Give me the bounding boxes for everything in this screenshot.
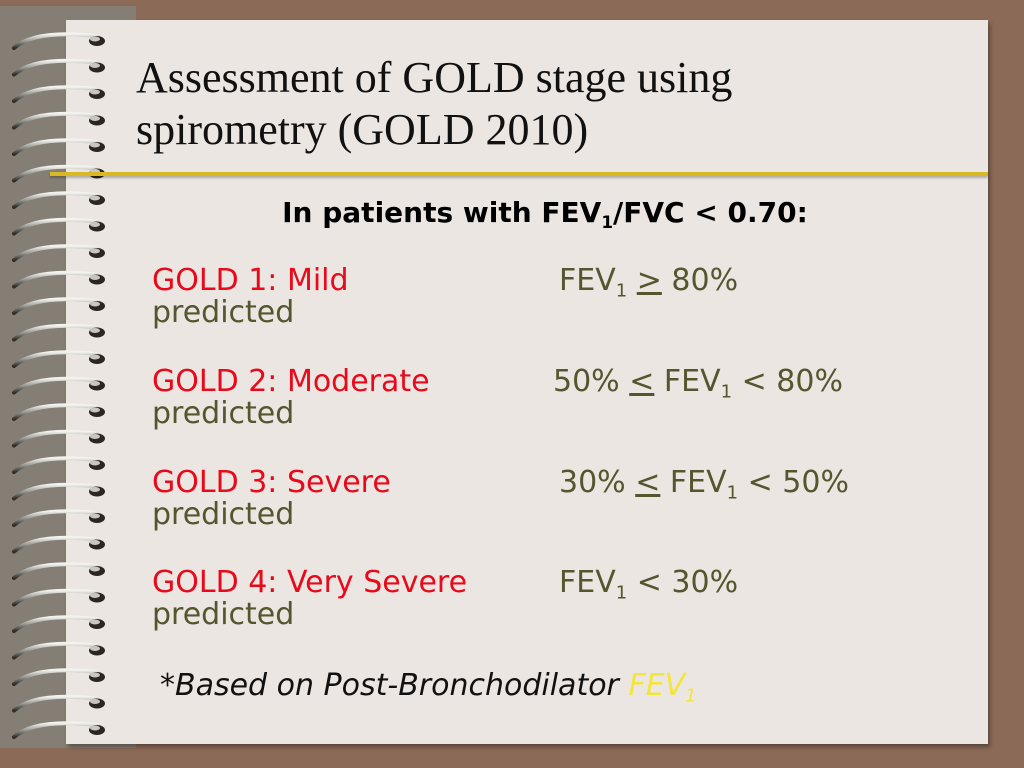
title-line-2: spirometry (GOLD 2010) [136,105,589,154]
footnote-highlight-text: FEV [628,668,686,703]
criterion-subscript: 1 [601,211,614,232]
stage-label: GOLD 4: Very Severe [152,565,468,600]
predicted-label: predicted [152,497,295,532]
spiral-ring-26 [14,697,105,711]
title-underline [50,172,988,176]
spiral-ring-25 [14,670,105,684]
stage-range [559,565,739,604]
spiral-ring-20 [14,538,105,552]
footnote-subscript: 1 [685,685,697,707]
spiral-ring-4 [14,114,105,128]
spiral-ring-17 [14,458,105,472]
spiral-ring-13 [14,352,105,366]
footnote-text: *Based on Post-Bronchodilator [160,668,629,703]
range-part: FEV [559,565,616,600]
spiral-ring-16 [14,432,105,446]
range-subscript: 1 [615,582,628,604]
spiral-ring-21 [14,564,105,578]
spiral-ring-18 [14,485,105,499]
range-part: 50% [553,364,630,399]
stage-label: GOLD 1: Mild [152,263,349,298]
predicted-label: predicted [152,597,295,632]
spiral-ring-3 [14,87,105,101]
spiral-ring-2 [14,61,105,75]
spiral-ring-5 [14,140,105,154]
range-subscript: 1 [726,482,739,504]
spiral-ring-19 [14,511,105,525]
criterion-heading [0,196,1024,232]
stage-range [553,364,843,403]
stage-range [559,465,849,504]
spiral-ring-23 [14,617,105,631]
spiral-ring-11 [14,299,105,313]
footnote [160,668,697,707]
range-operator: > [636,263,662,298]
range-part: FEV [559,263,616,298]
range-part: < 50% [738,465,849,500]
range-part: FEV [654,364,721,399]
title-line-1: Assessment of GOLD stage using [136,53,733,102]
range-operator: < [635,465,661,500]
footnote-highlight [628,668,697,707]
stage-label: GOLD 3: Severe [152,465,391,500]
spiral-ring-9 [14,246,105,260]
spiral-ring-27 [14,723,105,737]
spiral-ring-10 [14,273,105,287]
spiral-ring-12 [14,326,105,340]
spiral-ring-1 [14,34,105,48]
criterion-prefix: In patients with FEV [282,196,602,229]
predicted-label: predicted [152,396,295,431]
spiral-ring-15 [14,405,105,419]
range-part: FEV [660,465,727,500]
range-operator: < [629,364,655,399]
criterion-suffix: /FVC < 0.70: [613,196,808,229]
spiral-ring-14 [14,379,105,393]
spiral-binding [0,0,120,768]
spiral-ring-22 [14,591,105,605]
range-subscript: 1 [615,280,628,302]
slide-title [136,52,936,156]
range-part: < 30% [627,565,739,600]
spiral-ring-24 [14,644,105,658]
stage-range [559,263,739,302]
predicted-label: predicted [152,295,295,330]
range-part: < 80% [732,364,843,399]
range-part: 80% [661,263,739,298]
stage-label: GOLD 2: Moderate [152,364,430,399]
range-subscript: 1 [720,381,733,403]
range-part: 30% [559,465,636,500]
range-part [627,263,637,298]
